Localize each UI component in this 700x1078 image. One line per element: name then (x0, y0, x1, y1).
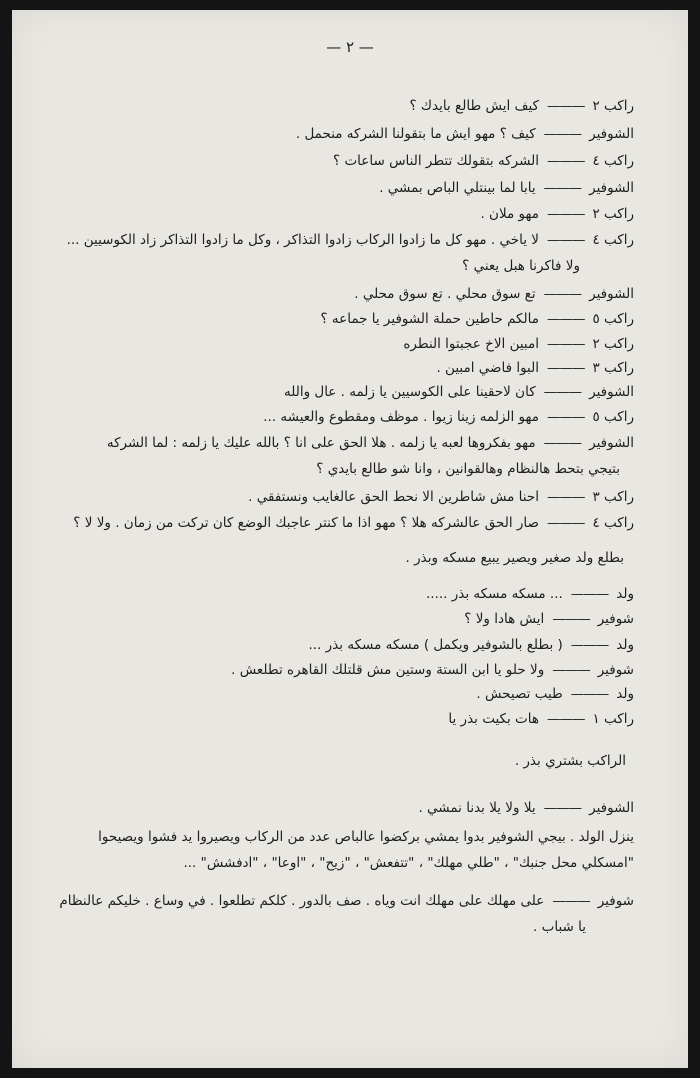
dialogue-text: هات بكيت بذر يا (448, 711, 539, 727)
dialogue-text: امبين الاخ عجبتوا النطره (403, 336, 539, 352)
speaker-label: الشوفير (589, 435, 634, 451)
script-line (30, 855, 634, 871)
stage-direction: ولا فاكرنا هبل يعني ؟ (462, 258, 580, 274)
speaker-label: راكب ٥ (592, 311, 634, 327)
dialogue-text: كيف ؟ مهو ايش ما بتقولنا الشركه منحمل . (295, 126, 536, 142)
speaker-label: راكب ٤ (592, 515, 634, 531)
dialogue-text: كيف ايش طالع بايدك ؟ (409, 98, 539, 114)
stage-direction: "امسكلي محل جنبك" ، "طلي مهلك" ، "تتفعش" ، "زيح" ، "اوعا" ، "ادفشش" ... (183, 855, 634, 871)
script-line (30, 384, 634, 400)
dialogue-dash: ——— (546, 336, 585, 352)
dialogue-dash: ——— (552, 611, 590, 627)
dialogue-text: على مهلك على مهلك انت وياه . صف بالدور . كلكم تطلعوا . في وساع . خليكم عالنظام (59, 893, 545, 909)
speaker-label: الشوفير (589, 286, 634, 302)
dialogue-dash: ——— (543, 435, 582, 451)
dialogue-dash: ——— (546, 360, 585, 376)
speaker-label: شوفير (597, 662, 634, 678)
speaker-label: ولد (616, 586, 634, 602)
dialogue-text: طيب تصيحش . (476, 686, 563, 702)
page-number: — ٢ — (326, 38, 374, 56)
script-line (30, 829, 634, 845)
speaker-label: ولد (616, 686, 634, 702)
script-line (30, 311, 634, 327)
speaker-label: راكب ٢ (592, 206, 634, 222)
dialogue-text: يابا لما بينتلي الباص بمشي . (379, 180, 536, 196)
speaker-label: الشوفير (589, 384, 634, 400)
script-line (30, 232, 634, 248)
speaker-label: راكب ٣ (592, 489, 634, 505)
dialogue-text: ولا حلو يا ابن الستة وستين مش قلتلك القاهره تطلعش . (231, 662, 545, 678)
dialogue-dash: ——— (546, 711, 585, 727)
script-line (30, 753, 626, 769)
dialogue-text: ( بطلع بالشوفير ويكمل ) مسكه مسكه بذر ... (308, 637, 563, 653)
speaker-label: ولد (616, 637, 634, 653)
dialogue-text: يلا ولا يلا بدنا نمشي . (418, 800, 536, 816)
script-line (30, 515, 634, 531)
speaker-label: راكب ٤ (592, 153, 634, 169)
dialogue-dash: ——— (546, 206, 585, 222)
dialogue-text: تع سوق محلي . تع سوق محلي . (354, 286, 536, 302)
dialogue-text: مهو بفكروها لعبه يا زلمه . هلا الحق على انا ؟ بالله عليك يا زلمه : لما الشركه (106, 435, 536, 451)
script-line (30, 489, 634, 505)
dialogue-dash: ——— (570, 586, 609, 602)
speaker-label: راكب ١ (592, 711, 634, 727)
speaker-label: راكب ٤ (592, 232, 634, 248)
speaker-label: راكب ٣ (592, 360, 634, 376)
stage-direction: ينزل الولد . بيجي الشوفير بدوا يمشي بركضوا عالباص عدد من الركاب ويصيروا يد فشوا ويصيحوا (98, 829, 634, 845)
speaker-label: شوفير (597, 611, 634, 627)
script-line (30, 180, 634, 196)
dialogue-text: لا ياخي . مهو كل ما زادوا الركاب زادوا التذاكر ، وكل ما زادوا التذاكر زاد الكوسيين ... (66, 232, 539, 248)
script-line (30, 686, 634, 702)
script-line (30, 206, 634, 222)
dialogue-dash: ——— (543, 800, 582, 816)
dialogue-text: ... مسكه مسكه بذر ..... (425, 586, 563, 602)
dialogue-text: احنا مش شاطرين الا نحط الحق عالغايب ونستفقي . (248, 489, 539, 505)
dialogue-dash: ——— (546, 409, 585, 425)
speaker-label: الشوفير (589, 126, 634, 142)
script-line (30, 409, 634, 425)
script-line (30, 435, 634, 451)
dialogue-text: مالكم حاطين حملة الشوفير يا جماعه ؟ (320, 311, 539, 327)
script-line (30, 153, 634, 169)
script-line (30, 800, 634, 816)
speaker-label: الشوفير (589, 180, 634, 196)
dialogue-text: مهو الزلمه زينا زيوا . موظف ومقطوع والعيشه ... (263, 409, 539, 425)
speaker-label: راكب ٢ (592, 98, 634, 114)
dialogue-dash: ——— (570, 686, 609, 702)
dialogue-dash: ——— (570, 637, 609, 653)
dialogue-dash: ——— (543, 384, 582, 400)
dialogue-dash: ——— (546, 153, 585, 169)
script-line (30, 893, 634, 909)
script-line (30, 336, 634, 352)
dialogue-text: كان لاحقينا على الكوسيين يا زلمه . عال والله (284, 384, 536, 400)
script-line (30, 126, 634, 142)
speaker-label: شوفير (597, 893, 634, 909)
script-line (30, 360, 634, 376)
stage-direction: يا شباب . (533, 919, 586, 935)
script-line (30, 711, 634, 727)
dialogue-dash: ——— (552, 662, 590, 678)
script-line (30, 919, 586, 935)
script-line (30, 550, 624, 566)
dialogue-text: صار الحق عالشركه هلا ؟ مهو اذا ما كنتر عاجبك الوضع كان تركت من زمان . ولا لا ؟ (73, 515, 539, 531)
dialogue-dash: ——— (546, 311, 585, 327)
dialogue-dash: ——— (546, 515, 585, 531)
dialogue-text: الشركه بتقولك تتطر الناس ساعات ؟ (333, 153, 539, 169)
speaker-label: راكب ٥ (592, 409, 634, 425)
dialogue-dash: ——— (546, 232, 585, 248)
dialogue-text: ايش هادا ولا ؟ (464, 611, 545, 627)
stage-direction: الراكب بشتري بذر . (514, 753, 626, 769)
speaker-label: الشوفير (589, 800, 634, 816)
dialogue-dash: ——— (552, 893, 590, 909)
script-line (30, 586, 634, 602)
dialogue-dash: ——— (543, 286, 582, 302)
stage-direction: بتيجي بتحط هالنظام وهالقوانين ، وانا شو طالع بايدي ؟ (316, 461, 620, 477)
script-line (30, 286, 634, 302)
stage-direction: بطلع ولد صغير ويصير يبيع مسكه وبذر . (405, 550, 624, 566)
script-line (30, 258, 580, 274)
speaker-label: راكب ٢ (592, 336, 634, 352)
dialogue-text: البوا فاضي امبين . (436, 360, 539, 376)
dialogue-dash: ——— (543, 180, 582, 196)
script-line (30, 662, 634, 678)
dialogue-dash: ——— (546, 98, 585, 114)
script-line (30, 637, 634, 653)
dialogue-dash: ——— (543, 126, 582, 142)
script-line (30, 611, 634, 627)
script-line (30, 461, 620, 477)
dialogue-text: مهو ملان . (480, 206, 539, 222)
dialogue-dash: ——— (546, 489, 585, 505)
script-line (30, 98, 634, 114)
